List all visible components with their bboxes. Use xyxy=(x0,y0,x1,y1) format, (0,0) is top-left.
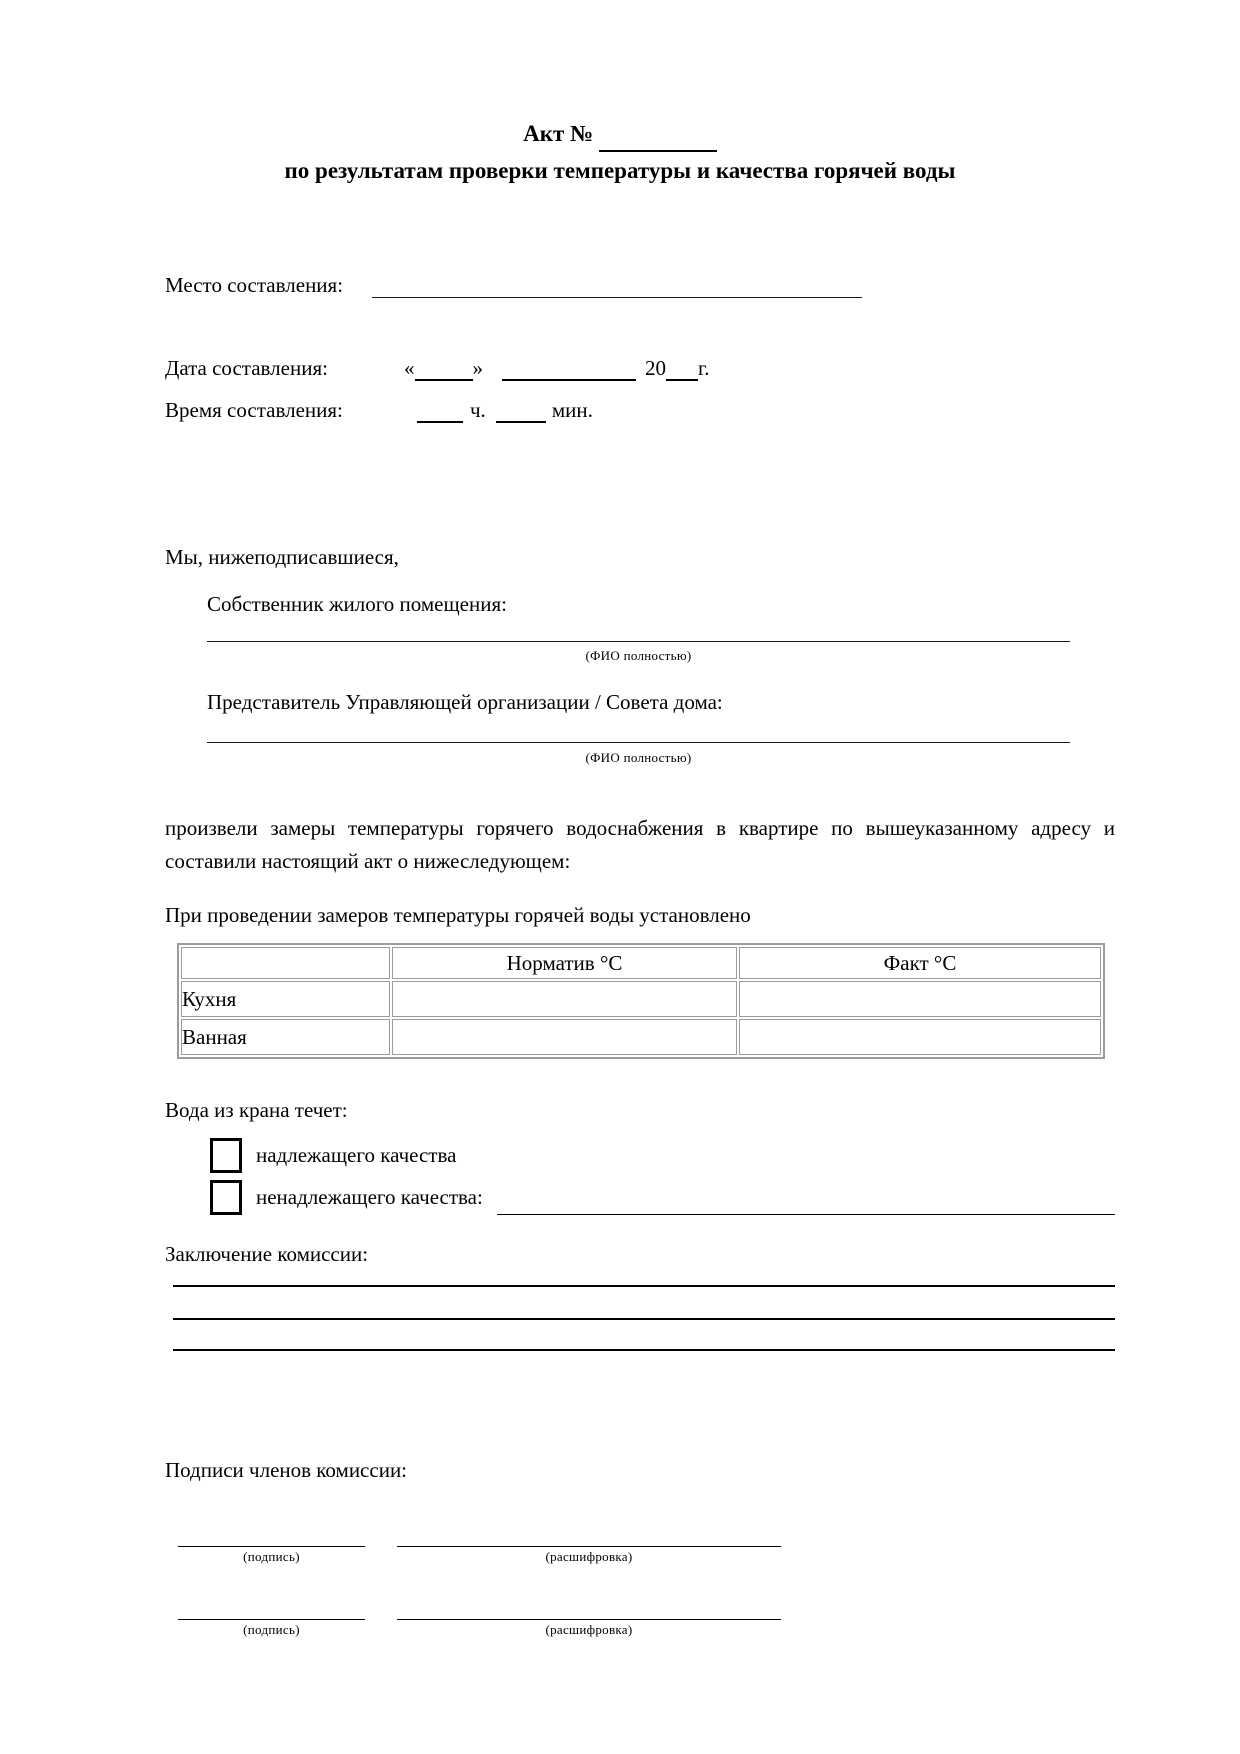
improper-quality-input-line[interactable] xyxy=(497,1194,1115,1215)
signature-1-sign xyxy=(178,1528,365,1565)
signature-2-sign-line[interactable] xyxy=(178,1601,365,1620)
kitchen-row-label: Кухня xyxy=(181,981,390,1017)
time-hours-blank[interactable] xyxy=(417,401,463,423)
date-day-blank[interactable] xyxy=(415,359,473,381)
signature-1-sign-hint: (подпись) xyxy=(243,1549,300,1564)
signature-1-name-hint: (расшифровка) xyxy=(545,1549,633,1564)
checkbox-improper-quality[interactable] xyxy=(210,1180,242,1215)
proper-quality-label: надлежащего качества xyxy=(256,1143,457,1167)
signature-2-sign xyxy=(178,1601,365,1638)
kitchen-norm-cell[interactable] xyxy=(392,981,737,1017)
main-paragraph: произвели замеры температуры горячего водоснабжения в квартире по вышеуказанному адресу и составили настоящий акт о нижеследующем: xyxy=(165,816,1115,873)
kitchen-fact-cell[interactable] xyxy=(739,981,1101,1017)
date-month-blank[interactable] xyxy=(502,359,636,381)
measurements-intro: При проведении замеров температуры горячей воды установлено xyxy=(165,903,751,927)
representative-name-line[interactable] xyxy=(207,742,1070,743)
measurements-table xyxy=(177,943,1105,1059)
table-header-row xyxy=(181,947,1101,979)
time-hours-suffix: ч. xyxy=(470,398,486,422)
conclusion-line-3[interactable] xyxy=(173,1349,1115,1351)
document-title xyxy=(0,115,1240,189)
owner-name-hint: (ФИО полностью) xyxy=(585,648,692,663)
conclusion-label: Заключение комиссии: xyxy=(165,1242,369,1266)
bathroom-norm-cell[interactable] xyxy=(392,1019,737,1055)
signature-2-name-line[interactable] xyxy=(397,1601,781,1620)
conclusion-line-1[interactable] xyxy=(173,1285,1115,1287)
place-input-line[interactable] xyxy=(372,297,862,298)
representative-label: Представитель Управляющей организации / Совета дома: xyxy=(207,690,723,714)
date-quote-open: « xyxy=(404,356,415,380)
water-quality-label: Вода из крана течет: xyxy=(165,1098,348,1122)
table-corner-cell xyxy=(181,947,390,979)
time-label: Время составления: xyxy=(165,398,343,422)
quality-option-proper xyxy=(210,1138,1115,1173)
time-minutes-suffix: мин. xyxy=(551,398,593,422)
signature-1-name-line[interactable] xyxy=(397,1528,781,1547)
time-value-area xyxy=(417,398,593,423)
signature-2-sign-hint: (подпись) xyxy=(243,1622,300,1637)
date-quote-close: » xyxy=(472,356,483,380)
owner-name-line[interactable] xyxy=(207,641,1070,642)
date-value-area xyxy=(404,356,710,381)
act-number-line xyxy=(0,115,1240,152)
signatures-label: Подписи членов комиссии: xyxy=(165,1458,408,1482)
signature-1-sign-line[interactable] xyxy=(178,1528,365,1547)
date-label: Дата составления: xyxy=(165,356,328,380)
act-subtitle: по результатам проверки температуры и качества горячей воды xyxy=(284,158,956,183)
bathroom-fact-cell[interactable] xyxy=(739,1019,1101,1055)
date-year-prefix: 20 xyxy=(645,356,666,380)
signatories-intro: Мы, нижеподписавшиеся, xyxy=(165,545,399,569)
representative-name-hint: (ФИО полностью) xyxy=(585,750,692,765)
signature-1-name xyxy=(397,1528,781,1565)
quality-option-improper xyxy=(210,1180,1115,1215)
improper-quality-label: ненадлежащего качества: xyxy=(256,1185,483,1209)
conclusion-line-2[interactable] xyxy=(173,1318,1115,1320)
owner-label: Собственник жилого помещения: xyxy=(207,592,507,616)
table-header-fact: Факт °С xyxy=(739,947,1101,979)
act-number-blank[interactable] xyxy=(599,126,717,152)
signature-2-name xyxy=(397,1601,781,1638)
table-row-kitchen xyxy=(181,981,1101,1017)
time-minutes-blank[interactable] xyxy=(496,401,546,423)
act-title-prefix: Акт № xyxy=(523,121,594,146)
table-header-norm: Норматив °С xyxy=(392,947,737,979)
table-row-bathroom xyxy=(181,1019,1101,1055)
date-year-blank[interactable] xyxy=(666,359,698,381)
signature-2-name-hint: (расшифровка) xyxy=(545,1622,633,1637)
checkbox-proper-quality[interactable] xyxy=(210,1138,242,1173)
place-label: Место составления: xyxy=(165,273,344,297)
date-year-suffix: г. xyxy=(698,356,710,380)
bathroom-row-label: Ванная xyxy=(181,1019,390,1055)
